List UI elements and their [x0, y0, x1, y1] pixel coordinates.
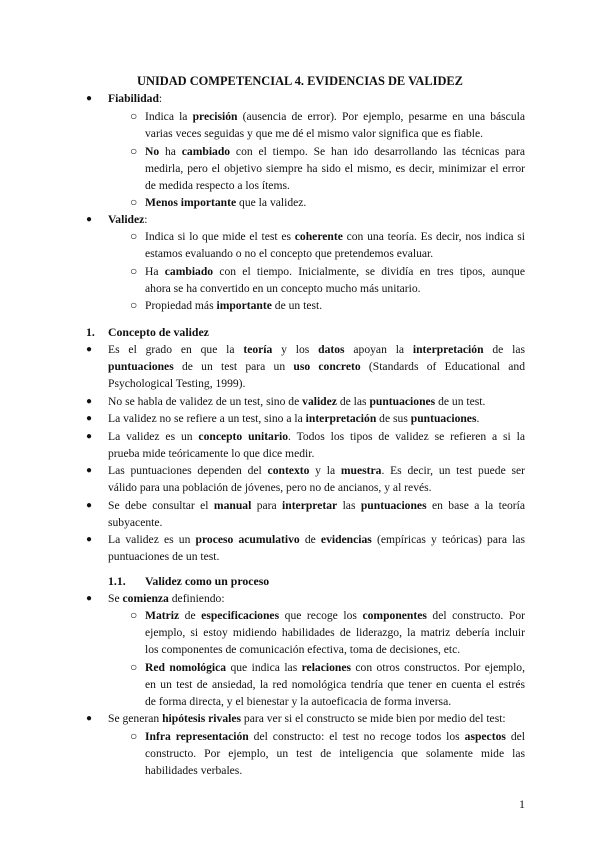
text-run: (ausencia de error). Por ejemplo, pesarme en una báscula: [237, 110, 525, 123]
text-run: de un test.: [271, 299, 323, 312]
section-1-item-4-line-2: [108, 445, 314, 462]
bold-term: precisión: [192, 110, 238, 123]
section-1-item-1-line-2: [108, 358, 525, 375]
bullet-icon: ●: [86, 465, 93, 476]
text-run: de las: [336, 395, 370, 408]
text-run: varias veces seguidas y que me dé el mismo valor significa que es fiable.: [145, 127, 484, 140]
sub-bullet-icon: ○: [130, 608, 138, 622]
validez-item-2-line-2: [145, 280, 421, 297]
bold-term: especificaciones: [201, 609, 280, 622]
text-run: y la: [309, 464, 341, 477]
text-run: ha: [159, 145, 182, 158]
bullet-icon: ●: [86, 396, 93, 407]
fiabilidad-item-1-line-1: [145, 108, 525, 125]
document-title: UNIDAD COMPETENCIAL 4. EVIDENCIAS DE VALIDEZ: [137, 74, 463, 88]
text-run: La validez no se refiere a un test, sino a la: [108, 412, 306, 425]
text-run: que la validez.: [236, 196, 307, 209]
text-run: definiendo:: [168, 592, 225, 605]
bold-term: aspectos: [464, 730, 506, 743]
text-run: con otros constructos. Por ejemplo,: [351, 661, 525, 674]
bold-term: evidencias: [320, 533, 372, 546]
text-run: del constructo. Por: [426, 609, 525, 622]
bullet-icon: ●: [86, 593, 93, 604]
validez-item-2-line-1: [145, 263, 525, 280]
text-run: Psychological Testing, 1999).: [108, 377, 246, 390]
bold-term: Red nomológica: [145, 661, 227, 674]
section-1-item-1-line-1: [108, 341, 525, 358]
bold-term: contexto: [267, 464, 310, 477]
matriz-line-2: [145, 624, 525, 641]
sub-bullet-icon: ○: [130, 109, 138, 123]
text-run: Ha: [145, 265, 165, 278]
bold-term: datos: [318, 343, 345, 356]
bold-term: No: [145, 145, 160, 158]
text-run: (Standards of Educational and: [360, 360, 525, 373]
sub-bullet-icon: ○: [130, 195, 138, 209]
section-1-item-1-line-3: [108, 375, 245, 392]
validez-item-1-line-1: [145, 228, 525, 245]
text-run: prueba mide teóricamente lo que dice medir.: [108, 447, 315, 460]
fiabilidad-item-1-line-2: [145, 125, 483, 142]
bold-term: puntuaciones: [410, 412, 477, 425]
infra-line-3: [145, 762, 242, 779]
text-run: del constructo: el test no recoge todos los: [248, 730, 465, 743]
text-run: . Es decir, un test puede ser: [381, 464, 525, 477]
text-run: de: [179, 609, 202, 622]
bold-term: concepto unitario: [198, 430, 289, 443]
text-run: Indica la: [145, 110, 193, 123]
text-run: del: [505, 730, 525, 743]
bold-term: interpretar: [282, 499, 338, 512]
text-run: apoyan la: [344, 343, 413, 356]
text-run: No se habla de validez de un test, sino de: [108, 395, 303, 408]
bold-term: proceso acumulativo: [195, 533, 300, 546]
text-run: Se debe consultar el: [108, 499, 214, 512]
bold-term: importante: [216, 299, 272, 312]
text-run: estamos evaluando o no el concepto que pretendemos evaluar.: [145, 247, 434, 260]
sub-bullet-icon: ○: [130, 144, 138, 158]
text-run: subyacente.: [108, 516, 163, 529]
text-run: Se: [108, 592, 123, 605]
text-run: (empíricas y teóricas) para las: [371, 533, 526, 546]
bold-term: Matriz: [145, 609, 180, 622]
validez-colon: :: [144, 213, 148, 226]
bullet-icon: ●: [86, 534, 93, 545]
text-run: habilidades verbales.: [145, 764, 243, 777]
bullet-icon: ●: [86, 344, 93, 355]
text-run: Las puntuaciones dependen del: [108, 464, 268, 477]
text-run: de: [299, 533, 321, 546]
text-run: La validez es un: [108, 430, 199, 443]
bold-term: interpretación: [305, 412, 377, 425]
fiabilidad-item-2-line-1: [145, 143, 525, 160]
validez-heading: [108, 211, 148, 228]
fiabilidad-colon: :: [158, 92, 163, 105]
text-run: con una teoría. Es decir, nos indica si: [342, 230, 526, 243]
bold-term: Menos importante: [145, 196, 237, 209]
bold-term: puntuaciones: [108, 360, 174, 373]
red-nomologica-line-1: [145, 659, 525, 676]
section-1-1-heading: Validez como un proceso: [145, 574, 270, 588]
text-run: Indica si lo que mide el test es: [145, 230, 295, 243]
section-1-item-5-line-1: [108, 462, 525, 479]
text-run: . Todos los tipos de validez se refieren a si la: [288, 430, 525, 443]
text-run: que indica las: [226, 661, 302, 674]
bold-term: teoría: [243, 343, 273, 356]
text-run: y los: [272, 343, 319, 356]
text-run: ejemplo, si estoy midiendo habilidades de liderazgo, la matriz debería incluir: [145, 626, 525, 639]
bullet-icon: ●: [86, 713, 93, 724]
text-run: de un test para un: [173, 360, 294, 373]
text-run: que recoge los: [279, 609, 363, 622]
red-nomologica-line-3: [145, 693, 451, 710]
section-1-item-3-line-1: [108, 410, 479, 427]
text-run: para: [251, 499, 283, 512]
bold-term: Infra representación: [145, 730, 249, 743]
page-number: 1: [519, 797, 525, 811]
text-run: Es el grado en que la: [108, 343, 244, 356]
text-run: Propiedad más: [145, 299, 217, 312]
validez-item-3-line-1: [145, 297, 322, 314]
fiabilidad-item-2-line-2: [145, 160, 525, 177]
validez-item-1-line-2: [145, 245, 433, 262]
text-run: con el tiempo. Se han ido desarrollando las técnicas para: [230, 145, 525, 158]
bullet-icon: ●: [86, 93, 93, 104]
bold-term: puntuaciones: [360, 499, 427, 512]
section-1-1-number: 1.1.: [108, 574, 126, 588]
bold-term: validez: [302, 395, 337, 408]
sub-bullet-icon: ○: [130, 229, 138, 243]
sub-bullet-icon: ○: [130, 729, 138, 743]
bullet-icon: ●: [86, 500, 93, 511]
sub-bullet-icon: ○: [130, 298, 138, 312]
comienza-line-1: [108, 590, 225, 607]
fiabilidad-heading: [108, 90, 162, 107]
fiabilidad-item-3-line-1: [145, 194, 306, 211]
red-nomologica-line-2: [145, 676, 525, 693]
text-run: de medida respecto a los ítems.: [145, 179, 290, 192]
bullet-icon: ●: [86, 413, 93, 424]
rivales-line-1: [108, 710, 506, 727]
section-1-item-4-line-1: [108, 428, 525, 445]
text-run: ahora se ha convertido en un concepto mucho más unitario.: [145, 282, 421, 295]
bold-term: muestra: [340, 464, 382, 477]
matriz-line-3: [145, 641, 460, 658]
text-run: en un test de ansiedad, la red nomológica tendría que tener en cuenta el estrés: [145, 678, 525, 691]
text-run: con el tiempo. Inicialmente, se dividía en tres tipos, aunque: [213, 265, 525, 278]
section-1-item-6-line-2: [108, 514, 162, 531]
text-run: las: [337, 499, 361, 512]
text-run: medirla, pero el objetivo siempre ha sido el mismo, es decir, minimizar el error: [145, 162, 525, 175]
text-run: válido para una población de jóvenes, pero no de ancianos, y al revés.: [108, 481, 432, 494]
bullet-icon: ●: [86, 214, 93, 225]
bold-term: interpretación: [412, 343, 484, 356]
bold-term: uso concreto: [293, 360, 361, 373]
fiabilidad-label: Fiabilidad: [108, 92, 159, 105]
section-1-heading: Concepto de validez: [108, 325, 209, 339]
validez-label: Validez: [108, 213, 145, 226]
section-1-item-5-line-2: [108, 479, 432, 496]
infra-line-2: [145, 745, 525, 762]
bold-term: cambiado: [164, 265, 214, 278]
section-1-item-7-line-1: [108, 531, 525, 548]
bold-term: coherente: [294, 230, 343, 243]
bold-term: hipótesis rivales: [162, 712, 241, 725]
text-run: de forma directa, y el bienestar y la autoeficacia de forma inversa.: [145, 695, 452, 708]
text-run: de un test.: [435, 395, 486, 408]
text-run: puntuaciones de un test.: [108, 550, 220, 563]
text-run: .: [476, 412, 480, 425]
bullet-icon: ●: [86, 431, 93, 442]
section-1-number: 1.: [86, 325, 95, 339]
text-run: los componentes de comunicación efectiva, toma de decisiones, etc.: [145, 643, 461, 656]
infra-line-1: [145, 728, 525, 745]
bold-term: componentes: [362, 609, 427, 622]
section-1-item-7-line-2: [108, 548, 219, 565]
text-run: en base a la teoría: [426, 499, 525, 512]
text-run: La validez es un: [108, 533, 196, 546]
bold-term: comienza: [122, 592, 169, 605]
bold-term: cambiado: [181, 145, 231, 158]
section-1-item-6-line-1: [108, 497, 525, 514]
text-run: de las: [483, 343, 525, 356]
text-run: para ver si el constructo se mide bien por medio del test:: [241, 712, 506, 725]
sub-bullet-icon: ○: [130, 660, 138, 674]
fiabilidad-item-2-line-3: [145, 177, 290, 194]
bold-term: manual: [213, 499, 252, 512]
bold-term: relaciones: [301, 661, 351, 674]
section-1-item-2-line-1: [108, 393, 485, 410]
matriz-line-1: [145, 607, 525, 624]
text-run: constructo. Por ejemplo, un test de inteligencia que solamente mide las: [145, 747, 525, 760]
text-run: Se generan: [108, 712, 163, 725]
text-run: de sus: [376, 412, 411, 425]
bold-term: puntuaciones: [369, 395, 436, 408]
sub-bullet-icon: ○: [130, 264, 138, 278]
